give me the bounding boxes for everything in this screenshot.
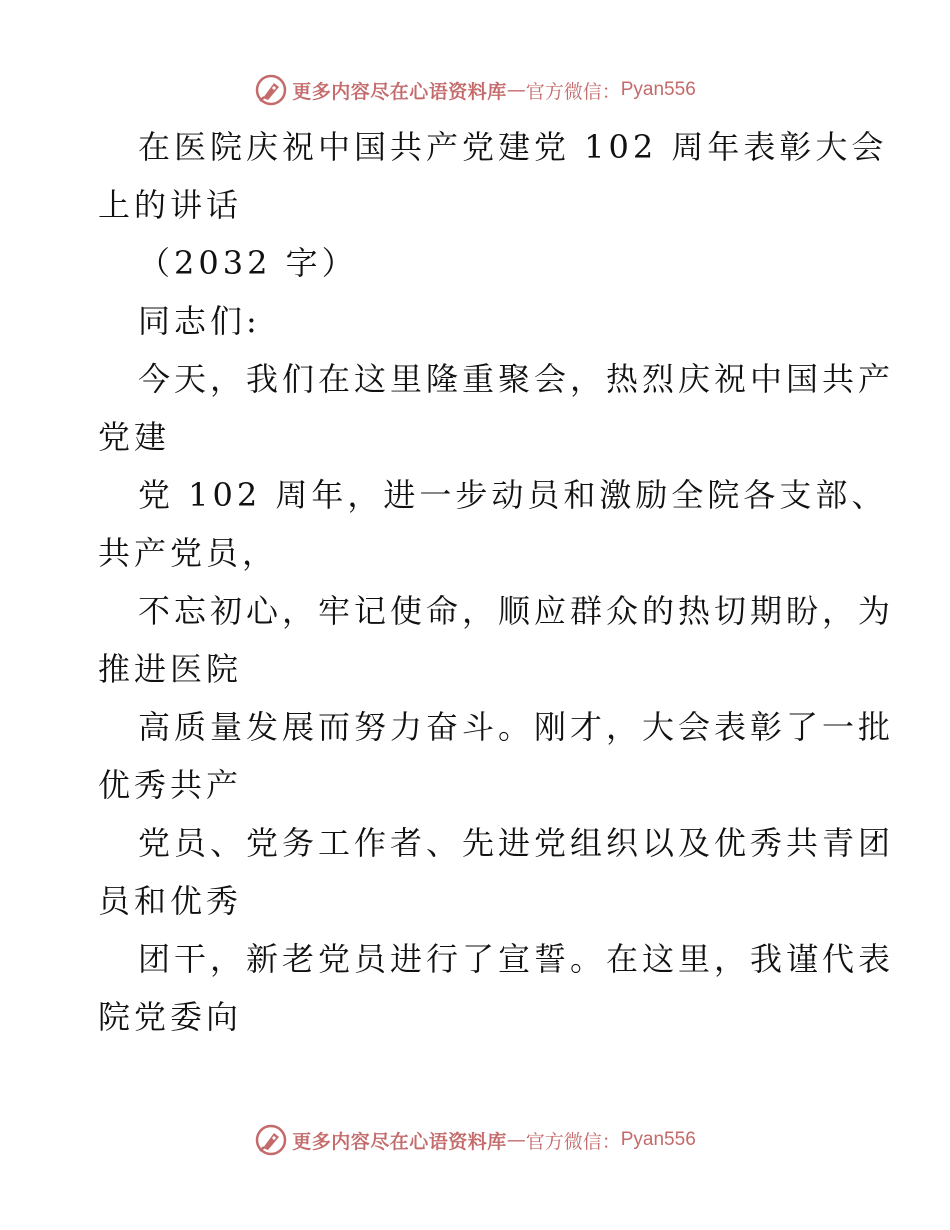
doc-title-line-2: 上的讲话 — [98, 186, 243, 224]
doc-paragraph-line: 党 102 周年，进一步动员和激励全院各支部、 — [138, 476, 888, 514]
header-brand-text: 更多内容尽在心语资料库 — [292, 80, 507, 103]
doc-title-line-1: 在医院庆祝中国共产党建党 102 周年表彰大会 — [138, 128, 888, 166]
doc-paragraph-line: 今天，我们在这里隆重聚会，热烈庆祝中国共产 — [138, 360, 895, 398]
doc-paragraph-line: 共产党员， — [98, 534, 279, 572]
header-wechat-id: Pyan556 — [620, 79, 696, 100]
document-body — [98, 118, 895, 1046]
doc-paragraph-line: 员和优秀 — [98, 882, 243, 920]
doc-paragraph-line: 推进医院 — [98, 650, 243, 688]
footer-wechat-id: Pyan556 — [620, 1129, 696, 1150]
footer-separator: — — [506, 1129, 526, 1151]
doc-paragraph-line: 党建 — [98, 418, 171, 456]
doc-paragraph-line: 优秀共产 — [98, 766, 243, 804]
pen-nib-logo-icon — [254, 73, 288, 107]
doc-salutation: 同志们: — [138, 302, 261, 340]
doc-paragraph-line: 党员、党务工作者、先进党组织以及优秀共青团 — [138, 824, 895, 862]
header-banner — [0, 70, 950, 110]
doc-word-count: （2032 字） — [138, 244, 358, 282]
doc-paragraph-line: 院党委向 — [98, 998, 243, 1036]
footer-banner — [0, 1120, 950, 1160]
header-wechat-label: 官方微信： — [525, 80, 621, 103]
doc-paragraph-line: 不忘初心，牢记使命，顺应群众的热切期盼，为 — [138, 592, 895, 630]
doc-paragraph-line: 高质量发展而努力奋斗。刚才，大会表彰了一批 — [138, 708, 895, 746]
pen-nib-logo-icon — [254, 1123, 288, 1157]
header-separator: — — [506, 79, 526, 101]
footer-brand-text: 更多内容尽在心语资料库 — [292, 1130, 507, 1153]
doc-paragraph-line: 团干，新老党员进行了宣誓。在这里，我谨代表 — [138, 940, 895, 978]
footer-wechat-label: 官方微信： — [525, 1130, 621, 1153]
